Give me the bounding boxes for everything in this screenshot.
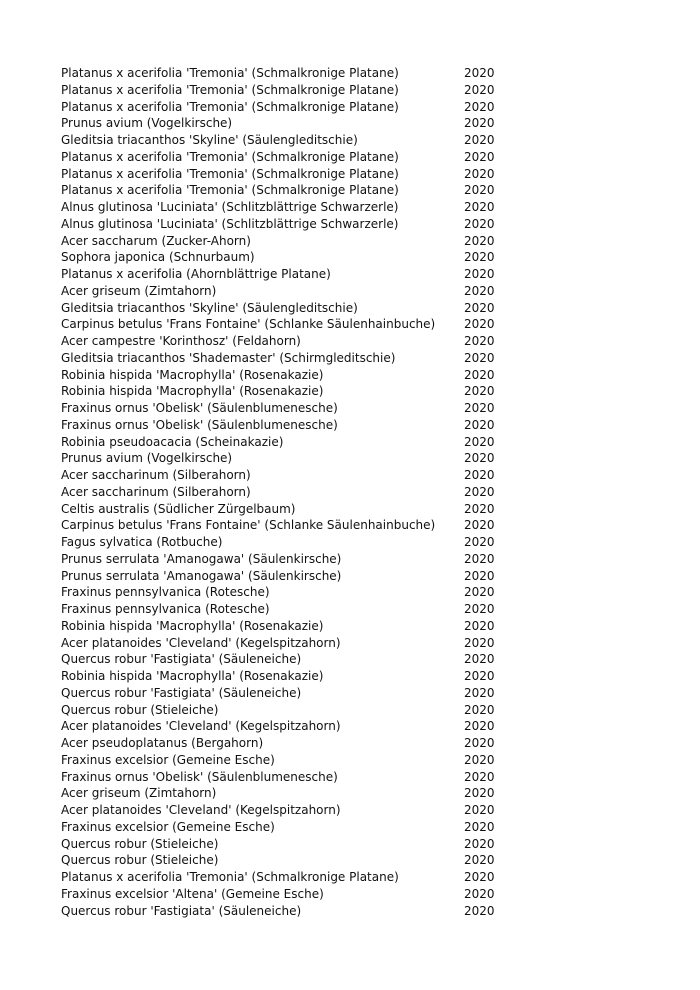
tree-species-name: Carpinus betulus 'Frans Fontaine' (Schlanke Säulenhainbuche) [61, 317, 436, 332]
planting-year: 2020 [464, 786, 495, 801]
tree-species-name: Robinia hispida 'Macrophylla' (Rosenakazie) [61, 367, 324, 382]
tree-row [61, 635, 531, 652]
tree-row [61, 484, 531, 501]
planting-year: 2020 [464, 317, 495, 332]
tree-row [61, 266, 531, 283]
tree-list [61, 65, 531, 919]
tree-row [61, 316, 531, 333]
tree-row [61, 132, 531, 149]
planting-year: 2020 [464, 803, 495, 817]
tree-row [61, 99, 531, 116]
tree-species-name: Acer platanoides 'Cleveland' (Kegelspitzahorn) [61, 635, 341, 650]
tree-species-name: Platanus x acerifolia 'Tremonia' (Schmalkronige Platane) [61, 166, 399, 181]
tree-row [61, 869, 531, 886]
tree-species-name: Sophora japonica (Schnurbaum) [61, 250, 255, 265]
tree-row [61, 115, 531, 132]
tree-row [61, 702, 531, 719]
tree-row [61, 886, 531, 903]
tree-species-name: Acer campestre 'Korinthosz' (Feldahorn) [61, 334, 301, 348]
tree-row [61, 417, 531, 434]
tree-species-name: Quercus robur 'Fastigiata' (Säuleneiche) [61, 685, 302, 700]
tree-species-name: Platanus x acerifolia 'Tremonia' (Schmalkronige Platane) [61, 183, 399, 198]
planting-year: 2020 [464, 183, 495, 198]
planting-year: 2020 [464, 267, 495, 281]
planting-year: 2020 [464, 367, 495, 382]
tree-species-name: Fraxinus pennsylvanica (Rotesche) [61, 585, 270, 600]
tree-species-name: Robinia hispida 'Macrophylla' (Rosenakazie) [61, 384, 324, 399]
tree-species-name: Fraxinus excelsior (Gemeine Esche) [61, 819, 275, 834]
planting-year: 2020 [464, 250, 495, 265]
tree-species-name: Prunus avium (Vogelkirsche) [61, 451, 233, 466]
tree-species-name: Platanus x acerifolia (Ahornblättrige Platane) [61, 267, 331, 281]
tree-row [61, 802, 531, 819]
planting-year: 2020 [464, 468, 495, 482]
planting-year: 2020 [464, 518, 495, 533]
tree-row [61, 166, 531, 183]
planting-year: 2020 [464, 216, 495, 231]
planting-year: 2020 [464, 149, 495, 164]
tree-species-name: Platanus x acerifolia 'Tremonia' (Schmalkronige Platane) [61, 99, 399, 114]
tree-row [61, 718, 531, 735]
tree-row [61, 149, 531, 166]
tree-row [61, 283, 531, 300]
planting-year: 2020 [464, 501, 495, 516]
tree-row [61, 350, 531, 367]
tree-species-name: Platanus x acerifolia 'Tremonia' (Schmalkronige Platane) [61, 149, 399, 164]
planting-year: 2020 [464, 752, 495, 767]
tree-species-name: Prunus avium (Vogelkirsche) [61, 116, 233, 131]
planting-year: 2020 [464, 384, 495, 399]
tree-row [61, 735, 531, 752]
planting-year: 2020 [464, 484, 495, 499]
tree-row [61, 383, 531, 400]
planting-year: 2020 [464, 350, 495, 365]
tree-species-name: Acer saccharinum (Silberahorn) [61, 468, 251, 482]
planting-year: 2020 [464, 853, 495, 868]
planting-year: 2020 [464, 200, 495, 214]
tree-species-name: Quercus robur (Stieleiche) [61, 702, 219, 717]
tree-species-name: Robinia hispida 'Macrophylla' (Rosenakazie) [61, 669, 324, 683]
tree-species-name: Acer griseum (Zimtahorn) [61, 786, 217, 801]
tree-species-name: Gleditsia triacanthos 'Shademaster' (Schirmgleditschie) [61, 350, 396, 365]
tree-row [61, 819, 531, 836]
tree-species-name: Acer saccharinum (Silberahorn) [61, 484, 251, 499]
planting-year: 2020 [464, 886, 495, 901]
planting-year: 2020 [464, 618, 495, 633]
tree-row [61, 434, 531, 451]
planting-year: 2020 [464, 535, 495, 549]
tree-row [61, 216, 531, 233]
tree-species-name: Quercus robur (Stieleiche) [61, 836, 219, 851]
tree-species-name: Fraxinus ornus 'Obelisk' (Säulenblumenesche) [61, 417, 338, 432]
planting-year: 2020 [464, 702, 495, 717]
tree-species-name: Quercus robur 'Fastigiata' (Säuleneiche) [61, 903, 302, 918]
tree-species-name: Gleditsia triacanthos 'Skyline' (Säulengleditschie) [61, 133, 358, 147]
tree-species-name: Acer saccharum (Zucker-Ahorn) [61, 233, 251, 248]
tree-row [61, 233, 531, 250]
tree-row [61, 467, 531, 484]
planting-year: 2020 [464, 568, 495, 583]
tree-species-name: Platanus x acerifolia 'Tremonia' (Schmalkronige Platane) [61, 66, 399, 80]
tree-species-name: Prunus serrulata 'Amanogawa' (Säulenkirsche) [61, 568, 342, 583]
tree-row [61, 450, 531, 467]
tree-species-name: Prunus serrulata 'Amanogawa' (Säulenkirsche) [61, 551, 342, 566]
tree-species-name: Quercus robur (Stieleiche) [61, 853, 219, 868]
tree-species-name: Quercus robur 'Fastigiata' (Säuleneiche) [61, 652, 302, 667]
planting-year: 2020 [464, 116, 495, 131]
planting-year: 2020 [464, 417, 495, 432]
planting-year: 2020 [464, 669, 495, 683]
tree-row [61, 82, 531, 99]
tree-species-name: Alnus glutinosa 'Luciniata' (Schlitzblättrige Schwarzerle) [61, 200, 399, 214]
tree-row [61, 568, 531, 585]
planting-year: 2020 [464, 133, 495, 147]
tree-species-name: Robinia pseudoacacia (Scheinakazie) [61, 434, 284, 449]
planting-year: 2020 [464, 870, 495, 884]
tree-species-name: Gleditsia triacanthos 'Skyline' (Säulengleditschie) [61, 300, 358, 315]
tree-species-name: Celtis australis (Südlicher Zürgelbaum) [61, 501, 296, 516]
tree-row [61, 367, 531, 384]
planting-year: 2020 [464, 551, 495, 566]
tree-row [61, 785, 531, 802]
tree-species-name: Fraxinus ornus 'Obelisk' (Säulenblumenesche) [61, 769, 338, 784]
tree-row [61, 903, 531, 920]
tree-row [61, 182, 531, 199]
tree-species-name: Platanus x acerifolia 'Tremonia' (Schmalkronige Platane) [61, 82, 399, 97]
planting-year: 2020 [464, 99, 495, 114]
planting-year: 2020 [464, 736, 495, 750]
tree-species-name: Acer pseudoplatanus (Bergahorn) [61, 736, 264, 750]
tree-row [61, 300, 531, 317]
planting-year: 2020 [464, 66, 495, 80]
planting-year: 2020 [464, 300, 495, 315]
tree-row [61, 752, 531, 769]
planting-year: 2020 [464, 685, 495, 700]
planting-year: 2020 [464, 451, 495, 466]
tree-species-name: Acer platanoides 'Cleveland' (Kegelspitzahorn) [61, 803, 341, 817]
tree-row [61, 651, 531, 668]
planting-year: 2020 [464, 585, 495, 600]
planting-year: 2020 [464, 602, 495, 616]
tree-species-name: Acer griseum (Zimtahorn) [61, 283, 217, 298]
planting-year: 2020 [464, 769, 495, 784]
tree-species-name: Acer platanoides 'Cleveland' (Kegelspitzahorn) [61, 719, 341, 734]
tree-row [61, 199, 531, 216]
tree-species-name: Alnus glutinosa 'Luciniata' (Schlitzblättrige Schwarzerle) [61, 216, 399, 231]
tree-species-name: Fraxinus excelsior 'Altena' (Gemeine Esche) [61, 886, 324, 901]
tree-row [61, 517, 531, 534]
tree-row [61, 836, 531, 853]
tree-row [61, 685, 531, 702]
planting-year: 2020 [464, 401, 495, 415]
tree-species-name: Robinia hispida 'Macrophylla' (Rosenakazie) [61, 618, 324, 633]
planting-year: 2020 [464, 652, 495, 667]
tree-species-name: Platanus x acerifolia 'Tremonia' (Schmalkronige Platane) [61, 870, 399, 884]
planting-year: 2020 [464, 836, 495, 851]
planting-year: 2020 [464, 719, 495, 734]
planting-year: 2020 [464, 819, 495, 834]
tree-row [61, 769, 531, 786]
tree-species-name: Fraxinus ornus 'Obelisk' (Säulenblumenesche) [61, 401, 338, 415]
tree-row [61, 65, 531, 82]
tree-row [61, 618, 531, 635]
planting-year: 2020 [464, 283, 495, 298]
planting-year: 2020 [464, 434, 495, 449]
tree-row [61, 534, 531, 551]
planting-year: 2020 [464, 233, 495, 248]
planting-year: 2020 [464, 903, 495, 918]
planting-year: 2020 [464, 334, 495, 348]
tree-row [61, 551, 531, 568]
tree-row [61, 852, 531, 869]
tree-row [61, 501, 531, 518]
planting-year: 2020 [464, 635, 495, 650]
tree-row [61, 601, 531, 618]
tree-row [61, 249, 531, 266]
tree-row [61, 333, 531, 350]
tree-row [61, 668, 531, 685]
tree-species-name: Carpinus betulus 'Frans Fontaine' (Schlanke Säulenhainbuche) [61, 518, 436, 533]
planting-year: 2020 [464, 166, 495, 181]
tree-species-name: Fraxinus excelsior (Gemeine Esche) [61, 752, 275, 767]
tree-row [61, 400, 531, 417]
tree-row [61, 584, 531, 601]
planting-year: 2020 [464, 82, 495, 97]
tree-species-name: Fagus sylvatica (Rotbuche) [61, 535, 223, 549]
tree-species-name: Fraxinus pennsylvanica (Rotesche) [61, 602, 270, 616]
